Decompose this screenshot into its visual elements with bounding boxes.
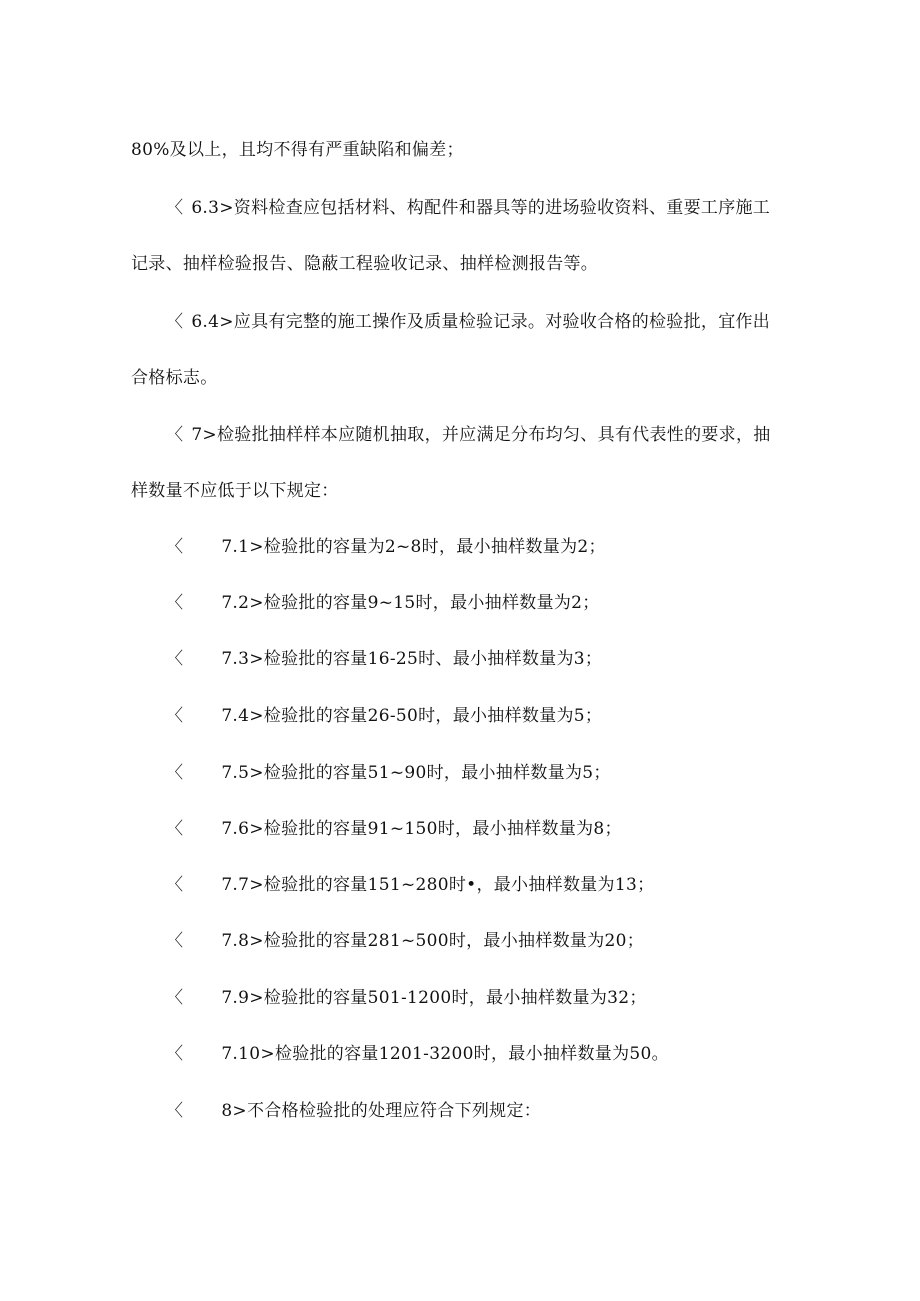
rule-text: 7.6>检验批的容量91~150时，最小抽样数量为8；: [221, 819, 622, 839]
rule-8: [166, 1099, 541, 1123]
bracket-marker: 〈: [166, 988, 184, 1008]
rule-text: 7.4>检验批的容量26-50时，最小抽样数量为5；: [221, 706, 603, 726]
bracket-marker: 〈: [166, 875, 184, 895]
rule-7-1: [166, 535, 606, 559]
rule-text: 8>不合格检验批的处理应符合下列规定：: [221, 1101, 542, 1121]
rule-text: 7.3>检验批的容量16-25时、最小抽样数量为3；: [221, 649, 603, 669]
bracket-marker: 〈: [166, 1044, 184, 1064]
bracket-marker: 〈: [166, 425, 184, 445]
clause-text: 6.4>应具有完整的施工操作及质量检验记录。对验收合格的检验批，宜作出: [191, 312, 771, 332]
bracket-marker: 〈: [166, 312, 184, 332]
clause-6-4-line-2: [131, 366, 218, 390]
rule-7-8: [166, 929, 644, 953]
bracket-marker: 〈: [166, 1101, 184, 1121]
rule-7-10: [166, 1042, 669, 1066]
rule-text: 7.8>检验批的容量281~500时，最小抽样数量为20；: [221, 931, 645, 951]
rule-text: 7.7>检验批的容量151~280时•，最小抽样数量为13；: [221, 875, 655, 895]
rule-7-9: [166, 986, 647, 1010]
paragraph-line-1: [131, 138, 464, 162]
bracket-marker: 〈: [166, 537, 184, 557]
clause-7-line-2: [131, 479, 339, 503]
rule-7-4: [166, 704, 602, 728]
bracket-marker: 〈: [166, 763, 184, 783]
clause-6-4-line-1: [166, 310, 770, 334]
clause-7-line-1: [166, 423, 771, 447]
rule-7-7: [166, 873, 654, 897]
rule-text: 7.9>检验批的容量501-1200时，最小抽样数量为32；: [221, 988, 647, 1008]
rule-7-6: [166, 817, 622, 841]
bracket-marker: 〈: [166, 819, 184, 839]
rule-text: 7.2>检验批的容量9~15时，最小抽样数量为2；: [221, 593, 600, 613]
bracket-marker: 〈: [166, 706, 184, 726]
rule-text: 7.10>检验批的容量1201-3200时，最小抽样数量为50。: [221, 1044, 669, 1064]
clause-6-3-line-1: [166, 196, 770, 220]
clause-text: 合格标志。: [131, 368, 218, 388]
clause-text: 记录、抽样检验报告、隐蔽工程验收记录、抽样检测报告等。: [131, 254, 599, 274]
clause-text: 6.3>资料检查应包括材料、构配件和器具等的进场验收资料、重要工序施工: [191, 198, 771, 218]
clause-6-3-line-2: [131, 252, 598, 276]
bracket-marker: 〈: [166, 593, 184, 613]
rule-text: 7.1>检验批的容量为2~8时，最小抽样数量为2；: [221, 537, 606, 557]
rule-7-3: [166, 647, 602, 671]
bracket-marker: 〈: [166, 649, 184, 669]
bracket-marker: 〈: [166, 931, 184, 951]
clause-text: 7>检验批抽样样本应随机抽取，并应满足分布均匀、具有代表性的要求，抽: [191, 425, 771, 445]
paragraph-text: 80%及以上，且均不得有严重缺陷和偏差；: [131, 140, 464, 160]
clause-text: 样数量不应低于以下规定：: [131, 481, 339, 501]
rule-7-2: [166, 591, 600, 615]
rule-text: 7.5>检验批的容量51~90时，最小抽样数量为5；: [221, 763, 611, 783]
rule-7-5: [166, 761, 611, 785]
bracket-marker: 〈: [166, 198, 184, 218]
